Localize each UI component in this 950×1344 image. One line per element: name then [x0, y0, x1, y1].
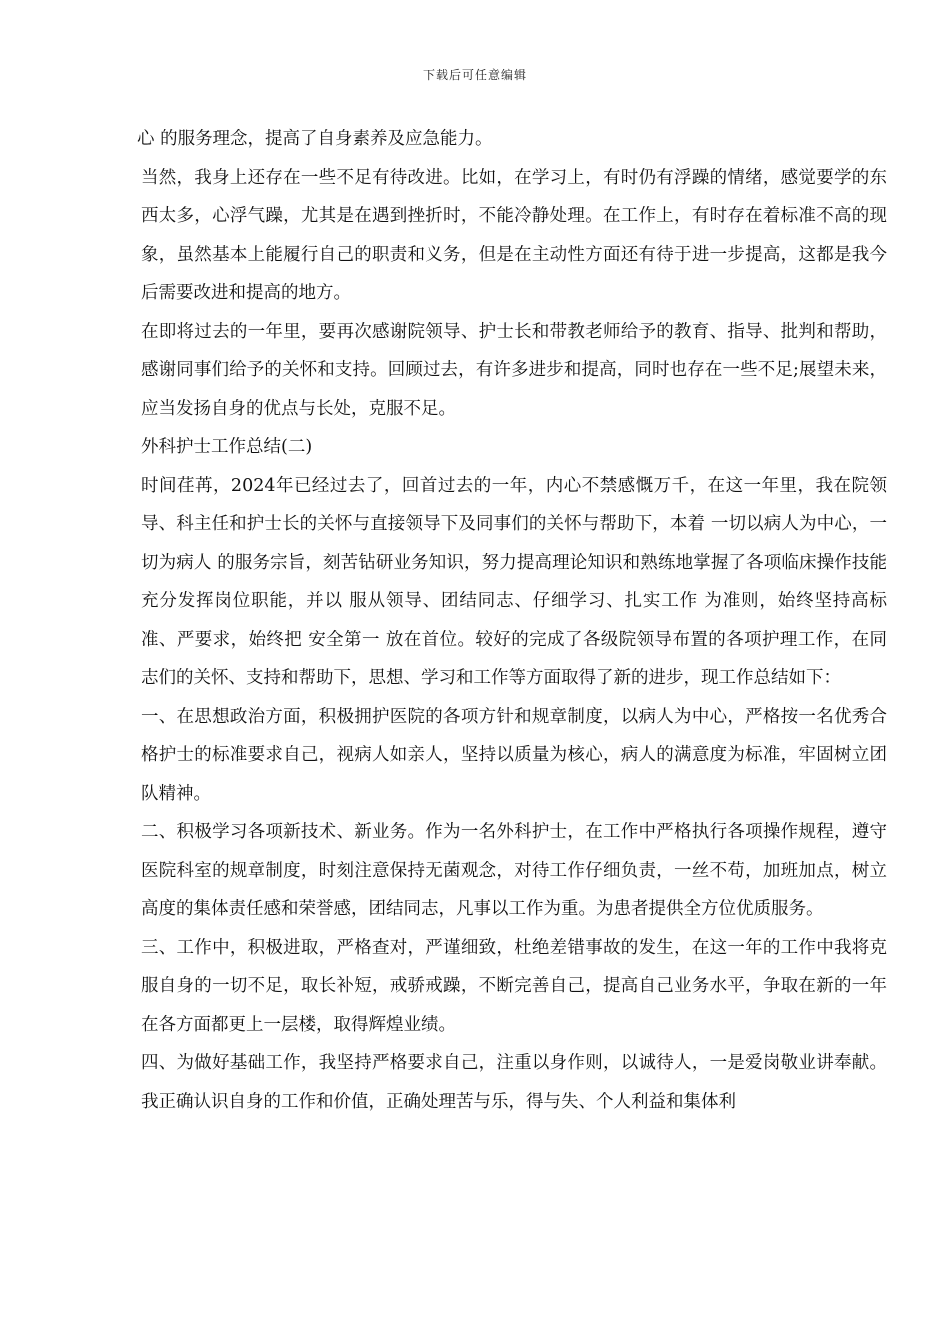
paragraph-continuation: 心 的服务理念，提高了自身素养及应急能力。 [137, 129, 493, 149]
paragraph-point-1: 一、在思想政治方面，积极拥护医院的各项方针和规章制度，以病人为中心，严格按一名优秀合格护士的标准要求自己，视病人如亲人，坚持以质量为核心，病人的满意度为标准，牢固树立团队精神。 [141, 706, 887, 804]
paragraph-thanks: 在即将过去的一年里，要再次感谢院领导、护士长和带教老师给予的教育、指导、批判和帮助，感谢同事们给予的关怀和支持。回顾过去，有许多进步和提高，同时也存在一些不足;展望未来，应当发扬自身的优点与长处，克服不足。 [141, 321, 887, 419]
paragraph-point-4: 四、为做好基础工作，我坚持严格要求自己，注重以身作则，以诚待人，一是爱岗敬业讲奉献。我正确认识自身的工作和价值，正确处理苦与乐，得与失、个人利益和集体利 [141, 1053, 887, 1112]
paragraph-intro: 时间荏苒，2024年已经过去了，回首过去的一年，内心不禁感慨万千，在这一年里，我在院领导、科主任和护士长的关怀与直接领导下及同事们的关怀与帮助下，本着 一切以病人为中心，一切为病人 的服务宗旨，刻苦钻研业务知识，努力提高理论知识和熟练地掌握了各项临床操作技能充分发挥岗位职能，并以 服从领导、团结同志、仔细学习、扎实工作 为准则，始终坚持高标准、严要求，始终把 安全第一 放在首位。较好的完成了各级院领导布置的各项护理工作，在同志们的关怀、支持和帮助下，思想、学习和工作等方面取得了新的进步，现工作总结如下： [141, 475, 887, 688]
paragraph-point-3: 三、工作中，积极进取，严格查对，严谨细致，杜绝差错事故的发生，在这一年的工作中我将克服自身的一切不足，取长补短，戒骄戒躁，不断完善自己，提高自己业务水平，争取在新的一年在各方面都更上一层楼，取得辉煌业绩。 [141, 937, 887, 1035]
document-body [137, 120, 887, 1121]
paragraph-point-2: 二、积极学习各项新技术、新业务。作为一名外科护士，在工作中严格执行各项操作规程，遵守医院科室的规章制度，时刻注意保持无菌观念，对待工作仔细负责，一丝不苟，加班加点，树立高度的集体责任感和荣誉感，团结同志，凡事以工作为重。为患者提供全方位优质服务。 [141, 822, 887, 919]
page-header-note: 下载后可任意编辑 [422, 68, 527, 82]
paragraph-shortcomings: 当然，我身上还存在一些不足有待改进。比如，在学习上，有时仍有浮躁的情绪，感觉要学的东西太多，心浮气躁，尤其是在遇到挫折时，不能冷静处理。在工作上，有时存在着标准不高的现象，虽然基本上能履行自己的职责和义务，但是在主动性方面还有待于进一步提高，这都是我今后需要改进和提高的地方。 [141, 167, 887, 303]
section-heading: 外科护士工作总结(二) [141, 437, 313, 457]
